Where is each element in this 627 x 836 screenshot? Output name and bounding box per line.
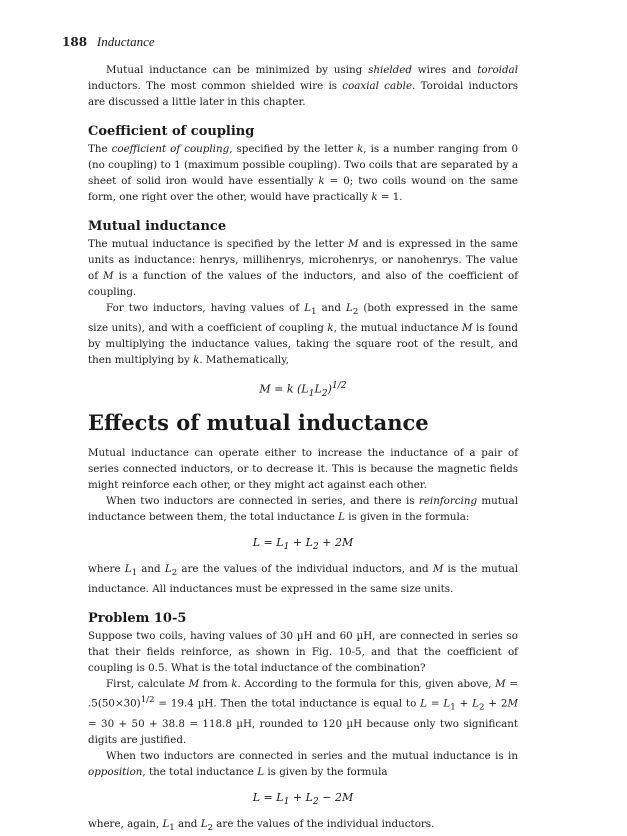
heading-coefficient-of-coupling: Coefficient of coupling (88, 124, 255, 139)
paragraph-solution: First, calculate M from k. According to the formula for this, given above, $M = .5(50\times 30)^{1/2} = 19.4$ µH. Then the total inductance is equal to $L = L_1 + L_2 + 2M = 30 + 50 + 38.8 = 118.8$ µH, rounded to 120 µH because only two significant digits are justified. (88, 678, 518, 746)
paragraph-where-1: where $L_1$ and $L_2$ are the values of the individual inductors, and M is the mutual inductance. All inductances must be expressed in the same size units. (88, 563, 519, 596)
paragraph-coupling: The coefficient of coupling, specified by the letter k, is a number ranging from 0 (no coupling) to 1 (maximum possible coupling). Two coils that are separated by a sheet of solid iron would have essentially k = 0; two coils wound on the same form, one right over the other, would have practically k = 1. (88, 143, 519, 203)
equation-series-opposing: $L = L_1 + L_2 - 2M$ (252, 790, 354, 807)
heading-problem: Problem 10-5 (88, 611, 187, 627)
paragraph-effects: Mutual inductance can operate either to increase the inductance of a pair of series connected inductors, or to decrease it. This is because the magnetic fields might reinforce each other, or they might act against each other. (88, 447, 518, 492)
paragraph-problem: Suppose two coils, having values of 30 µH and 60 µH, are connected in series so that their fields reinforce, as shown in Fig. 10-5, and that the coefficient of coupling is 0.5. What is the total inductance of the combination? (88, 630, 518, 675)
paragraph-opposition: When two inductors are connected in series and the mutual inductance is in opposition, the total inductance L is given by the formula (88, 749, 518, 778)
running-title: Inductance (96, 34, 155, 49)
page-header (62, 34, 155, 50)
paragraph-where-2: where, again, $L_1$ and $L_2$ are the values of the individual inductors. (88, 817, 435, 833)
section-title-effects: Effects of mutual inductance (88, 410, 429, 436)
page-number: 188 (62, 35, 88, 49)
page-body (88, 62, 518, 836)
equation-mutual-inductance: M = k $(L_1L_2)^{1/2}$ (259, 380, 347, 399)
paragraph-reinforcing: When two inductors are connected in series, and there is reinforcing mutual inductance between them, the total inductance L is given in the formula: (88, 495, 518, 524)
paragraph-shielding: Mutual inductance can be minimized by using shielded wires and toroidal inductors. The most common shielded wire is coaxial cable. Toroidal inductors are discussed a little later in this chapter. (88, 64, 518, 108)
paragraph-mutual-definition: The mutual inductance is specified by the letter M and is expressed in the same units as inductance: henrys, millihenrys, microhenrys, or nanohenrys. The value of M is a function of the values of the inductors, and also of the coefficient of coupling. (88, 238, 518, 298)
heading-mutual-inductance: Mutual inductance (88, 219, 227, 234)
equation-series-reinforcing: $L = L_1 + L_2 + 2M$ (252, 536, 354, 553)
paragraph-mutual-formula-intro: For two inductors, having values of $L_1$ and $L_2$ (both expressed in the same size units), and with a coefficient of coupling k, the mutual inductance M is found by multiplying the inductance values, taking the square root of the result, and then multiplying by k. Mathematically, (88, 302, 519, 367)
